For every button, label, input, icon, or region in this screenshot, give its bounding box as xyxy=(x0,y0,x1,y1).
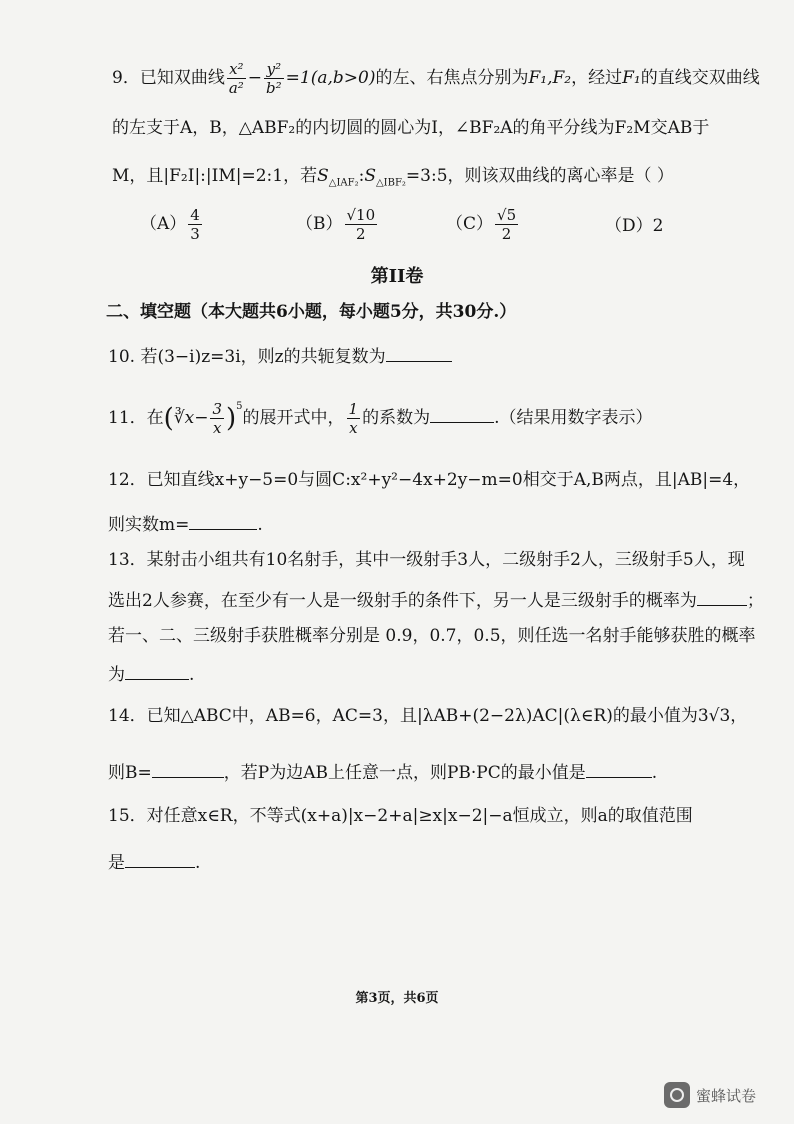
q9-frac-x-num: x² xyxy=(229,60,244,78)
q11-root: ∛x xyxy=(173,408,195,428)
option-a-den: 3 xyxy=(190,225,200,243)
q13-answer-blank-2[interactable] xyxy=(125,664,189,680)
q9-option-d[interactable]: （D）2 xyxy=(605,216,664,236)
q11-paren-close: ) xyxy=(226,403,237,434)
q15-line1: 15．对任意x∈R，不等式(x+a)|x−2+a|≥x|x−2|−a恒成立，则a的取值范围 xyxy=(108,806,693,826)
q11-frac-den: x xyxy=(210,418,224,437)
q10-text: 10. 若(3−i)z=3i，则z的共轭复数为 xyxy=(108,347,386,367)
q9-frac-x-den: a² xyxy=(228,79,244,97)
q15-answer-blank[interactable] xyxy=(125,852,195,868)
q9-s1: S xyxy=(317,166,329,186)
q9-minus: − xyxy=(247,68,263,88)
q14-line2 xyxy=(108,762,657,782)
q12-answer-blank[interactable] xyxy=(189,514,257,530)
option-c-frac xyxy=(495,206,518,243)
q9-s1-sub: △IAF₂ xyxy=(328,177,359,189)
q11-paren-open: ( xyxy=(163,403,174,434)
q9-frac-x xyxy=(227,60,246,97)
q13-semicolon: ； xyxy=(746,591,764,611)
q9-option-a[interactable] xyxy=(140,206,204,243)
option-c-label: （C） xyxy=(446,214,494,234)
option-a-num: 4 xyxy=(190,206,200,224)
q11-text-a: 11．在 xyxy=(108,408,164,428)
q11-text-c: 的系数为 xyxy=(362,408,431,428)
q14-answer-blank-2[interactable] xyxy=(586,762,652,778)
q11-frac xyxy=(210,400,224,437)
watermark xyxy=(664,1082,756,1108)
option-c-den: 2 xyxy=(495,224,518,243)
option-b-frac xyxy=(345,206,378,243)
option-b-label: （B） xyxy=(296,214,343,234)
bee-logo-icon xyxy=(664,1082,690,1108)
q12-line1: 12．已知直线x+y−5=0与圆C:x²+y²−4x+2y−m=0相交于A,B两点，且|AB|=4， xyxy=(108,470,751,490)
q15-line2 xyxy=(108,852,200,872)
q15-text: 是 xyxy=(108,853,125,873)
q13-period: . xyxy=(189,665,195,685)
option-a-label: （A） xyxy=(140,214,187,234)
q9-colon: : xyxy=(358,166,365,186)
part2-title: 第II卷 xyxy=(370,266,424,287)
part2-subtitle: 二、填空题（本大题共6小题，每小题5分，共30分.） xyxy=(106,302,517,322)
q9-line3-c: =3:5，则该双曲线的离心率是（ ） xyxy=(405,166,674,186)
q11-answer-blank[interactable] xyxy=(430,407,494,423)
q14-period: . xyxy=(651,763,658,783)
q14-line1: 14．已知△ABC中，AB=6，AC=3，且|λAB+(2−2λ)AC|(λ∈R)的最小值为3√3， xyxy=(108,706,748,726)
q9-text-4: 的直线交双曲线 xyxy=(640,68,760,88)
option-b-den: 2 xyxy=(345,224,378,243)
q9-frac-y xyxy=(264,60,284,97)
q9-s2: S xyxy=(364,166,376,186)
q11-inv-num: 1 xyxy=(348,400,359,418)
q11-exponent: 5 xyxy=(236,401,243,412)
q10-answer-blank[interactable] xyxy=(386,346,452,362)
option-b-num: √10 xyxy=(346,206,376,224)
q9-text-1: 已知双曲线 xyxy=(139,68,225,88)
q12-period: . xyxy=(257,515,263,535)
q9-foci: F₁,F₂ xyxy=(528,68,572,88)
q14-answer-blank-1[interactable] xyxy=(152,762,224,778)
q9-condition: =1(a,b>0) xyxy=(285,68,376,88)
q9-option-c[interactable] xyxy=(446,206,520,243)
q11-text-d: .（结果用数字表示） xyxy=(494,408,653,428)
q9-frac-y-num: y² xyxy=(266,60,282,78)
q10-line xyxy=(108,346,452,366)
option-a-frac xyxy=(188,206,202,243)
q9-number: 9． xyxy=(112,68,140,88)
q9-text-2: 的左、右焦点分别为 xyxy=(375,68,529,88)
q9-line2: 的左支于A，B，△ABF₂的内切圆的圆心为I，∠BF₂A的角平分线为F₂M交AB于 xyxy=(112,118,710,138)
option-c-num: √5 xyxy=(497,206,517,224)
q9-line1 xyxy=(112,60,760,97)
q12-line2 xyxy=(108,514,263,534)
q13-text-4: 为 xyxy=(108,665,125,685)
q9-f1: F₁ xyxy=(622,68,641,88)
q11-frac-inv xyxy=(347,400,361,437)
q11-text-b: 的展开式中， xyxy=(242,408,345,428)
page-footer: 第3页，共6页 xyxy=(355,991,439,1006)
q9-frac-y-den: b² xyxy=(266,79,282,97)
q11-inv-den: x xyxy=(347,418,361,437)
q13-line4 xyxy=(108,664,194,684)
q15-period: . xyxy=(195,853,201,873)
q14-text-a: 则B= xyxy=(108,763,152,783)
q9-line3 xyxy=(112,168,674,188)
q14-text-b: ，若P为边AB上任意一点，则PB·PC的最小值是 xyxy=(223,763,586,783)
q13-line2 xyxy=(108,590,764,610)
q9-line3-a: M，且|F₂I|:|IM|=2:1，若 xyxy=(112,166,318,186)
q11-frac-num: 3 xyxy=(212,400,223,418)
q13-line1: 13．某射击小组共有10名射手，其中一级射手3人，二级射手2人，三级射手5人，现 xyxy=(108,550,745,570)
q13-answer-blank-1[interactable] xyxy=(697,590,747,606)
q13-line3: 若一、二、三级射手获胜概率分别是 0.9，0.7，0.5，则任选一名射手能够获胜的概率 xyxy=(108,626,756,646)
q11-line xyxy=(108,400,653,437)
q9-option-b[interactable] xyxy=(296,206,379,243)
watermark-text: 蜜蜂试卷 xyxy=(696,1086,757,1105)
q13-text-2: 选出2人参赛，在至少有一人是一级射手的条件下，另一人是三级射手的概率为 xyxy=(108,591,697,611)
q9-text-3: ，经过 xyxy=(571,68,623,88)
q9-s2-sub: △IBF₂ xyxy=(375,177,406,189)
q12-text: 则实数m= xyxy=(108,515,190,535)
q11-minus: − xyxy=(194,408,209,428)
